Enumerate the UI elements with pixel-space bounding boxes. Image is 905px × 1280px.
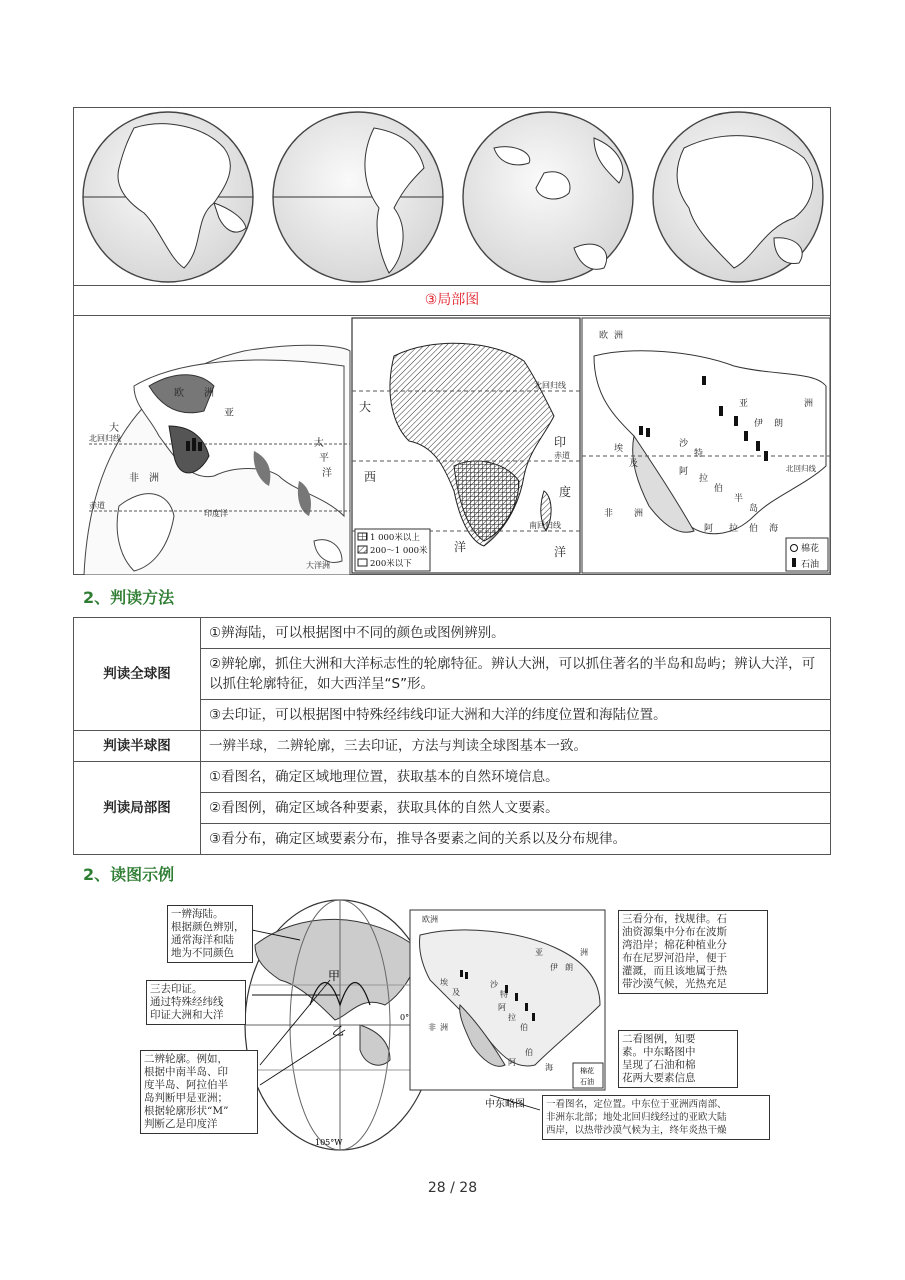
ann-line: 地为不同颜色 <box>171 947 234 959</box>
asia-map <box>84 345 350 575</box>
mini-legend-item: 石油 <box>580 1078 594 1086</box>
mini-label: 埃 <box>440 978 448 987</box>
annotation-legend <box>618 1030 738 1088</box>
ann-line: 通常海洋和陆 <box>171 934 234 946</box>
globe-1 <box>83 112 253 282</box>
africa-label: 度 <box>559 485 572 499</box>
mini-label: 伯 <box>525 1048 533 1057</box>
figure-caption: ③局部图 <box>74 285 830 316</box>
ann-line: 素。中东略图中 <box>622 1046 696 1058</box>
mideast-map <box>582 318 830 573</box>
asia-label: 欧 <box>174 388 184 399</box>
method-item: ③去印证，可以根据图中特殊经纬线印证大洲和大洋的纬度位置和海陆位置。 <box>201 700 831 731</box>
section-title-example: 2、读图示例 <box>83 865 175 884</box>
mini-label: 海 <box>545 1063 553 1072</box>
asia-label: 洲 <box>204 388 214 399</box>
ann-line: 根据颜色辨别， <box>171 921 245 933</box>
asia-label: 北回归线 <box>89 434 121 443</box>
africa-label: 北回归线 <box>534 381 566 390</box>
mideast-label: 半 <box>734 494 744 504</box>
ann-line: 岛判断甲是亚洲； <box>144 1092 228 1104</box>
ann-line: 根据中南半岛、印 <box>144 1066 228 1078</box>
mideast-label: 欧 <box>599 331 609 341</box>
mini-label: 洲 <box>580 948 588 957</box>
ann-line: 一辨海陆。 <box>171 908 224 920</box>
mideast-mini-map <box>410 910 605 1090</box>
africa-legend-item: 1 000米以上 <box>370 533 420 543</box>
method-item: ①辨海陆，可以根据图中不同的颜色或图例辨别。 <box>201 618 831 649</box>
mideast-label: 拉 <box>729 524 739 534</box>
mini-label: 及 <box>452 988 460 997</box>
method-item: ③看分布，确定区域要素分布，推导各要素之间的关系以及分布规律。 <box>201 824 831 855</box>
mini-map-title: 中东略图 <box>485 1099 525 1110</box>
ann-line: 判断乙是印度洋 <box>144 1118 218 1130</box>
africa-label: 赤道 <box>554 451 570 460</box>
ann-line: 灌溉，而且该地属于热 <box>622 965 727 977</box>
mini-label: 亚 <box>535 948 543 957</box>
method-item: ②辨轮廓，抓住大洲和大洋标志性的轮廓特征。辨认大洲，可以抓住著名的半岛和岛屿；辨认大洋，可以抓住轮廓特征，如大西洋呈“S”形。 <box>201 649 831 700</box>
globe-label-lon: 105°W <box>315 1138 343 1147</box>
africa-label: 洋 <box>554 545 567 559</box>
mideast-label: 朗 <box>774 419 784 429</box>
mini-label: 沙 <box>490 980 498 989</box>
mideast-label: 及 <box>629 459 639 469</box>
mini-legend-item: 棉花 <box>580 1067 594 1075</box>
ann-line: 非洲东北部；地处北回归线经过的亚欧大陆 <box>546 1112 727 1123</box>
mideast-label: 海 <box>769 524 779 534</box>
annotation-outline <box>140 1050 258 1134</box>
asia-label: 亚 <box>224 408 234 419</box>
annotation-map-title <box>542 1095 770 1140</box>
africa-label: 洋 <box>454 540 467 554</box>
mideast-legend-item: 石油 <box>801 560 820 570</box>
map-figure-frame <box>73 107 831 575</box>
africa-legend-item: 200米以下 <box>370 559 412 569</box>
annotation-distinguish-land-sea <box>167 905 253 963</box>
ann-line: 度半岛、阿拉伯半 <box>144 1079 228 1091</box>
africa-label: 印 <box>554 435 567 449</box>
hemisphere-globe <box>245 900 435 1150</box>
ann-line: 三去印证。 <box>150 983 203 995</box>
africa-legend <box>355 529 430 571</box>
globe-2 <box>273 112 443 282</box>
mini-label: 特 <box>500 990 508 999</box>
section-title-method: 2、判读方法 <box>83 588 175 607</box>
ann-line: 二辨轮廓。例如， <box>144 1053 228 1065</box>
example-figure <box>144 895 772 1155</box>
mini-label: 伊 <box>550 963 558 972</box>
africa-legend-item: 200～1 000米 <box>370 546 428 556</box>
mideast-label: 岛 <box>749 504 759 514</box>
mini-label: 非 <box>428 1023 436 1032</box>
ann-line: 根据轮廓形状“M” <box>144 1105 229 1117</box>
annotation-verify <box>146 980 246 1025</box>
ann-line: 呈现了石油和棉 <box>622 1059 696 1071</box>
mideast-label: 亚 <box>739 399 749 409</box>
ann-line: 湾沿岸；棉花种植业分 <box>622 939 727 951</box>
ann-line: 花两大要素信息 <box>622 1072 696 1084</box>
asia-label: 洋 <box>322 468 332 479</box>
mini-label: 拉 <box>508 1013 516 1022</box>
mideast-label: 伯 <box>749 524 759 534</box>
globe-4 <box>653 112 823 282</box>
mideast-label: 伯 <box>714 484 724 494</box>
mini-label: 阿 <box>508 1058 516 1067</box>
mideast-label: 沙 <box>679 439 689 449</box>
asia-label: 大洋洲 <box>306 561 330 570</box>
asia-label: 赤道 <box>89 501 105 510</box>
mini-label: 伯 <box>520 1023 528 1032</box>
ann-line: 印证大洲和大洋 <box>150 1009 224 1021</box>
ann-line: 三看分布，找规律。石 <box>622 913 727 925</box>
mideast-label: 洲 <box>634 509 644 519</box>
globe-label-yi: 乙 <box>332 1024 345 1038</box>
row-header: 判读半球图 <box>74 731 201 762</box>
mideast-label: 伊 <box>754 419 764 429</box>
row-header: 判读全球图 <box>74 618 201 731</box>
mideast-label: 阿 <box>704 524 714 534</box>
method-table <box>73 617 831 855</box>
page-number: 28 / 28 <box>427 1180 478 1196</box>
asia-label: 平 <box>319 453 329 464</box>
africa-label: 大 <box>359 400 372 414</box>
mideast-legend-item: 棉花 <box>801 544 820 554</box>
mideast-label: 拉 <box>699 474 709 484</box>
mideast-label: 北回归线 <box>786 464 816 473</box>
mideast-label: 特 <box>694 449 704 459</box>
ann-line: 二看图例，知要 <box>622 1033 696 1045</box>
globe-label-zero: 0° <box>400 1013 410 1022</box>
method-item: ②看图例，确定区域各种要素，获取具体的自然人文要素。 <box>201 793 831 824</box>
asia-label: 洲 <box>149 473 159 484</box>
globe-label-jia: 甲 <box>328 969 341 983</box>
asia-label: 印度洋 <box>204 509 228 518</box>
africa-map <box>352 318 580 573</box>
africa-label: 西 <box>364 470 377 484</box>
regional-maps <box>74 316 830 575</box>
asia-label: 大 <box>109 423 119 434</box>
asia-label: 非 <box>129 473 139 484</box>
mideast-label: 洲 <box>614 331 624 341</box>
mini-label: 洲 <box>440 1023 448 1032</box>
ann-line: 布在尼罗河沿岸，便于 <box>622 952 727 964</box>
africa-label: 南回归线 <box>529 521 561 530</box>
ann-line: 油资源集中分布在波斯 <box>622 926 727 938</box>
annotation-distribution <box>618 910 768 994</box>
method-item: ①看图名，确定区域地理位置，获取基本的自然环境信息。 <box>201 762 831 793</box>
globe-row <box>74 108 830 286</box>
row-header: 判读局部图 <box>74 762 201 855</box>
mini-label: 欧洲 <box>422 915 438 924</box>
asia-label: 太 <box>314 438 324 449</box>
mideast-legend <box>786 538 828 571</box>
ann-line: 通过特殊经纬线 <box>150 996 224 1008</box>
method-item: 一辨半球，二辨轮廓，三去印证，方法与判读全球图基本一致。 <box>201 731 831 762</box>
mideast-label: 洲 <box>804 399 814 409</box>
ann-line: 带沙漠气候，光热充足 <box>622 978 727 990</box>
mideast-label: 埃 <box>614 444 624 454</box>
mini-label: 阿 <box>498 1003 506 1012</box>
ann-line: 西岸，以热带沙漠气候为主，终年炎热干燥 <box>546 1125 727 1136</box>
mideast-label: 阿 <box>679 467 689 477</box>
ann-line: 一看图名，定位置。中东位于亚洲西南部、 <box>546 1099 727 1110</box>
mideast-label: 非 <box>604 509 614 519</box>
mini-label: 朗 <box>565 963 573 972</box>
globe-3 <box>463 112 633 282</box>
